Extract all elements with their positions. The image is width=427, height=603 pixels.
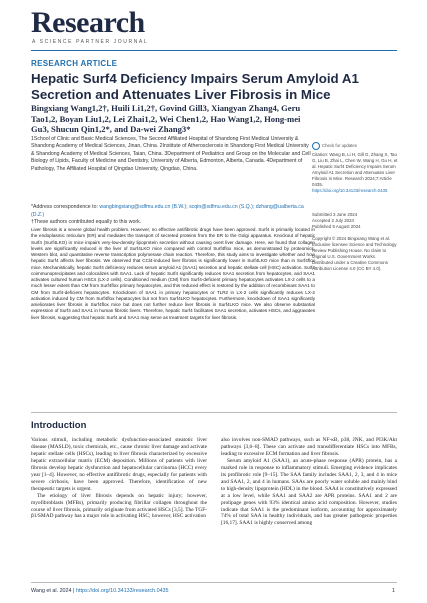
correspondence-emails[interactable]: wangbingxiang@sdfmu.edu.cn (B.W.); scqin@sdfmu.edu.cn (S.Q.); dzhang@ualberta.ca (D.Z.) — [31, 204, 304, 218]
citation-text: Citation: Wang B, Li H, Gill G, Zhang X, Tao G, Liu B, Zhai L, Chen W, Wang H, Gu H, et al. Hepatic Surf4 Deficiency Impairs Serum Amyloid A1 Secretion and Attenuates Liver Fibrosis in Mice. Research 2024;7:Article 0435. — [312, 152, 398, 187]
published-date: Published 5 August 2024 — [312, 224, 361, 229]
author-list: Bingxiang Wang1,2†, Huili Li1,2†, Govind Gill3, Xiangyan Zhang4, Geru Tao1,2, Boyan Liu1,2, Lei Zhai1,2, Wei Chen1,2, Hao Wang1,2, Hong-mei Gu3, Shucun Qin1,2*, and Da-wei Zhang3* — [31, 103, 301, 134]
dates-block — [312, 212, 398, 230]
submitted-date: Submitted 3 June 2024 — [312, 212, 358, 217]
journal-logo: Research — [31, 6, 145, 39]
citation-doi-link[interactable]: https://doi.org/10.34133/research.0435 — [312, 188, 388, 193]
check-updates-icon — [312, 142, 320, 150]
intro-paragraph: Serum amyloid A1 (SAA1), an acute-phase response (APR) protein, has a marked role in response to inflammatory stimuli. Emerging evidence implicates its profibrotic role [9–15]. The SAA family includes SAA1, 2, 3, and 4 in mice and SAA1, 2, and 4 in humans. SAAs are poorly water soluble and mainly bind to high-density lipoprotein (HDL) in the blood. SAA4 is constitutively expressed at a low level, while SAA1 and SAA2 are APR proteins. SAA1 and 2 are prolipage genes with 93% identical amino acid composition. However, studies indicate that SAA1 is the predominant isoform, accounting for approximately 74% of total SAA in healthy individuals, and has greater pathogenic properties [16,17]. SAA1 is highly conserved among — [221, 457, 397, 527]
intro-divider — [31, 412, 397, 413]
body-column-right — [221, 437, 397, 527]
page-number: 1 — [392, 588, 395, 594]
body-column-left — [31, 437, 207, 520]
intro-paragraph: also involves non-SMAD pathways, such as NF-κB, p38, JNK, and PI3K/Akt pathways [3,6–8]. These can activate and transdifferentiate HSCs into MFBs, leading to excessive ECM formation and liver fibrosis. — [221, 437, 397, 457]
correspondence-prefix: *Address correspondence to: — [31, 204, 100, 210]
abstract: Liver fibrosis is a severe global health problem. However, no effective antifibrotic drugs have been approved. Surf4 is primarily located in the endoplasmic reticulum (ER) and mediates the transport of secreted proteins from the ER to the Golgi apparatus. Knockout of hepatic Surf4 (Surf4LKO) in mice impairs very-low-density lipoprotein secretion without causing overt liver damage. Here, we found that collagen levels are significantly reduced in the liver of Surf4LKO mice compared with control Surf4flox mice, as demonstrated by proteomics, Western blot, and quantitative reverse transcription polymerase chain reaction. Therefore, this study aims to investigate whether and how hepatic Surf4 affects liver fibrosis. We observed that CCl4-induced liver fibrosis is significantly lower in Surf4LKO mice than in Surf4flox mice. Mechanistically, hepatic Surf4 deficiency reduces serum amyloid A1 (SAA1) secretion and hepatic stellate cell (HSC) activation. Surf4 coimmunoprecipitates and colocalizes with SAA1. Lack of hepatic Surf4 significantly reduces SAA1 secretion from hepatocytes, and SAA1 activates cultured human HSCs (LX-2 cells). Conditioned medium (CM) from Surf4-deficient primary hepatocytes activates LX-2 cells to a much lesser extent than CM from Surf4flox primary hepatocytes, and this reduced effect is restored by the addition of recombinant SAA1 to CM from Surf4-deficient hepatocytes. Knockdown of SAA1 in primary hepatocytes or TLR2 in LX-2 cells significantly reduces LX-2 activation induced by CM from Surf4flox hepatocytes but not from Surf4LKO hepatocytes. Furthermore, knockdown of SAA1 significantly ameliorates liver fibrosis in Surf4flox mice but does not further reduce liver fibrosis in Surf4LKO mice. We also observe substantial expression of Surf4 and SAA1 in human fibrotic livers. Therefore, hepatic Surf4 facilitates SAA1 secretion, activates HSCs, and aggravates liver fibrosis, suggesting that hepatic Surf4 and SAA1 may serve as treatment targets for liver fibrosis. — [31, 227, 315, 320]
copyright-notice: Copyright © 2024 Bingxiang Wang et al. Exclusive licensee Science and Technology Review Publishing House. No claim to original U.S. Government Works. Distributed under a Creative Commons Attribution License 4.0 (CC BY 4.0). — [312, 236, 397, 271]
intro-paragraph: Various stimuli, including metabolic dysfunction-associated steatotic liver disease (MASLD), toxic chemicals, etc., cause chronic liver damage and activate hepatic stellate cells (HSCs), leading to liver fibrosis characterized by excessive hepatic extracellular matrix (ECM) deposition. Millions of patients with liver fibrosis develop hepatic dysfunction and hepatocellular carcinoma (HCC) every year [1–4]. However, no effective antifibrotic drugs, especially for patients with severe cirrhosis, have been approved. Therefore, identification of new therapeutic targets is urgent. — [31, 437, 207, 492]
footer-divider — [31, 582, 397, 583]
introduction-heading: Introduction — [31, 420, 87, 431]
correspondence — [31, 204, 313, 227]
accepted-date: Accepted 2 July 2024 — [312, 218, 354, 223]
footer-citation — [31, 588, 169, 594]
journal-tagline: A SCIENCE PARTNER JOURNAL — [32, 39, 149, 45]
header-divider — [31, 50, 397, 51]
equal-contribution-note: †These authors contributed equally to this work. — [31, 219, 142, 226]
section-label: RESEARCH ARTICLE — [31, 59, 118, 68]
affiliations: 1School of Clinic and Basic Medical Sciences, The Second Affiliated Hospital of Shandong First Medical University & Shandong Academy of Medical Sciences, Jinan, China. 2Institute of Atherosclerosis in Shandong First Medical University & Shandong Academy of Medical Sciences, Taian, China. 3Department of Pediatrics and Group on the Molecular and Cell Biology of Lipids, Faculty of Medicine and Dentistry, University of Alberta, Edmonton, Alberta, Canada. 4Department of Pathology, The Affiliated Hospital of Qingdao University, Qingdao, China. — [31, 136, 311, 172]
intro-paragraph: The etiology of liver fibrosis depends on hepatic injury; however, myofibroblasts (MFBs), primarily producing fibrillar collagen throughout the course of liver fibrosis, primarily originate from activated HSCs [3,5]. The TGF-β1/SMAD pathway has a major role in activating HSC; however, HSC activation — [31, 492, 207, 520]
citation-block — [312, 152, 398, 194]
check-updates-label: Check for updates — [322, 143, 357, 149]
footer-doi-link[interactable]: https://doi.org/10.34133/research.0435 — [75, 588, 169, 594]
footer-authors: Wang et al. 2024 | — [31, 588, 76, 594]
check-updates-button[interactable] — [312, 142, 357, 150]
article-title: Hepatic Surf4 Deficiency Impairs Serum Amyloid A1 Secretion and Attenuates Liver Fibrosis in Mice — [31, 71, 359, 102]
